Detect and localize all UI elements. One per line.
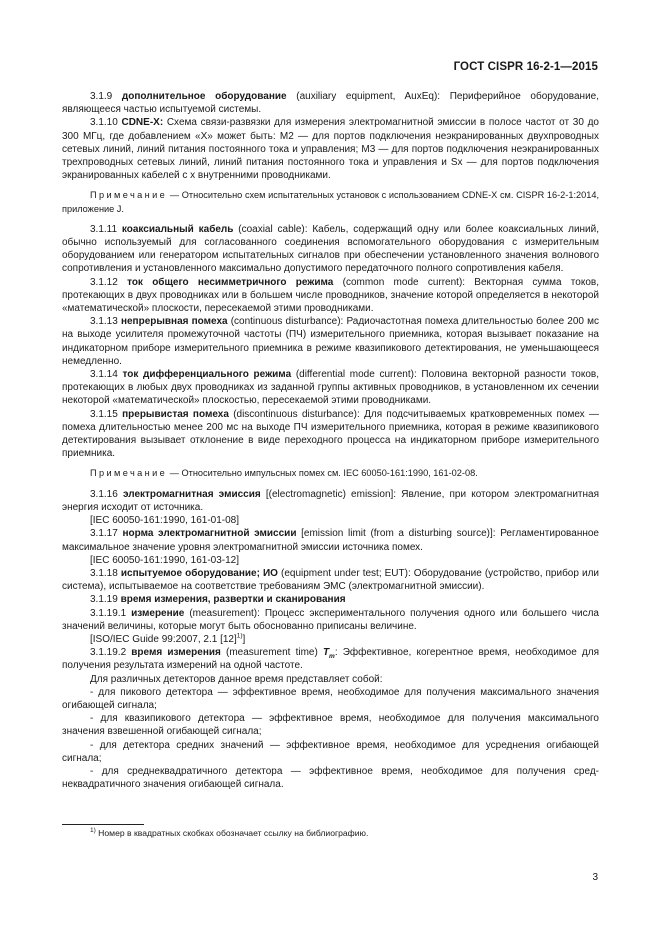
definition-text: (equipment under test; EUT): Оборудование (устройство, прибор или система), испытываемое на соответствие требованиям ЭМС (электромагнитной эмиссии).	[62, 567, 599, 593]
clause-number: 3.1.12	[90, 276, 128, 288]
definition-text: (coaxial cable): Кабель, содержащий одну или более коаксиальных линий, обычно используемый для согласованного соединения вспомогательного оборудования с измерительным оборудованием или генератором испытательных сигналов при обеспечении установленного значения волнового сопротивления и установленного максимально допустимого передаточного полного сопротивления кабеля.	[62, 223, 600, 275]
definition-3-1-15	[62, 408, 599, 461]
list-item: - для детектора средних значений — эффективное время, необходимое для усреднения огибающей сигнала;	[62, 739, 599, 764]
footnote	[90, 828, 368, 838]
definition-text: (continuous disturbance): Радиочастотная помеха длительностью более 200 мс на выходе усилителя промежуточной частоты (ПЧ) измерительного приемника, которая вызывает показание на индикаторном приборе измерительного приемника в режиме квазипикового детектирования, не уменьшающееся немедленно.	[62, 316, 599, 367]
clause-number: 3.1.19.2	[90, 647, 132, 659]
reference-iec-161-01-08: [IEC 60050-161:1990, 161-01-08]	[90, 515, 239, 527]
document-header: ГОСТ CISPR 16-2-1—2015	[453, 61, 598, 73]
definition-3-1-11	[62, 223, 599, 276]
list-item: - для среднеквадратичного детектора — эффективное время, необходимое для получения среднеквадратичного значения огибающей сигнала.	[62, 765, 599, 791]
definition-3-1-19-1	[62, 607, 599, 633]
footnote-text: Номер в квадратных скобках обозначает ссылку на библиографию.	[95, 828, 369, 838]
definition-3-1-19-2	[62, 646, 599, 672]
term: ток дифференциального режима	[122, 369, 292, 381]
clause-number: 3.1.15	[90, 408, 123, 420]
term: ток общего несимметричного режима	[127, 276, 334, 288]
term: испытуемое оборудование; ИО	[120, 567, 278, 579]
page-number: 3	[592, 872, 598, 883]
list-item: - для квазипикового детектора — эффективное время, необходимое для получения максимального значения взвешенной огибающей сигнала;	[62, 713, 599, 738]
note-cdne	[62, 189, 599, 215]
clause-number: 3.1.16	[90, 488, 123, 500]
reference-iec-161-03-12: [IEC 60050-161:1990, 161-03-12]	[90, 554, 239, 566]
definition-3-1-18	[62, 567, 599, 593]
definition-3-1-12	[62, 276, 599, 316]
detectors-intro: Для различных детекторов данное время представляет собой:	[90, 673, 383, 685]
clause-number: 3.1.18	[90, 567, 121, 579]
term: время измерения, развертки и сканирования	[120, 594, 346, 606]
term: электромагнитная эмиссия	[122, 488, 261, 500]
clause-number: 3.1.14	[90, 369, 123, 381]
document-body	[62, 90, 599, 791]
definition-3-1-19	[62, 593, 599, 606]
term: коаксиальный кабель	[121, 223, 234, 235]
definition-text: [(electromagnetic) emission]: Явление, при котором электромагнитная энергия исходит от источника.	[62, 488, 599, 513]
definition-3-1-9	[62, 90, 599, 116]
note-text: — Относительно схем испытательных установок с использованием CDNE-X см. CISPR 16-2-1:2014, приложение J.	[62, 190, 599, 214]
definition-text: (common mode current): Векторная сумма токов, протекающих в двух проводниках или в большем числе проводников, значение которой определяется в некоторой «математической» плоскости, пересекаемой этими проводниками.	[62, 276, 599, 315]
footnote-marker: 1)	[236, 632, 243, 640]
reference-iso-guide-99	[62, 633, 599, 646]
definition-text: Схема связи-развязки для измерения электромагнитной эмиссии в полосе частот от 30 до 300 МГц, где добавлением «X» может быть: M2 — для портов подключения неэкранированных двухпроводных сетевых линий, линий питания постоянного тока и управления; M3 — для портов подключения неэкранированных трехпроводных сетевых линий, линий питания постоянного тока и управления и Sx — для портов подключения экранированных кабелей с x внутренними проводниками.	[62, 117, 599, 182]
definition-text: [emission limit (from a disturbing source)]: Регламентированное максимальное значение уровня электромагнитной эмиссии источника помех.	[62, 528, 599, 553]
clause-number: 3.1.17	[90, 528, 123, 540]
note-text: — Относительно импульсных помех см. IEC 60050-161:1990, 161-02-08.	[167, 468, 478, 479]
term: время измерения	[131, 647, 221, 659]
footnote-divider	[62, 824, 144, 825]
list-item: - для пикового детектора — эффективное время, необходимое для получения максимального значения огибающей сигнала;	[62, 686, 599, 711]
clause-number: 3.1.10	[90, 117, 122, 129]
definition-text: (differential mode current): Половина векторной разности токов, протекающих в любых двух проводниках из заданной группы активных проводников, в установленном их сечении некоторой «математической» плоскостью, пересекаемой этими проводниками.	[62, 369, 599, 407]
term: норма электромагнитной эмиссии	[122, 528, 297, 540]
definition-text: (measurement): Процесс экспериментального получения одного или большего числа значений величины, которые могут быть обоснованно приписаны величине.	[62, 607, 599, 632]
clause-number: 3.1.9	[90, 91, 122, 102]
definition-3-1-14	[62, 368, 599, 408]
symbol-t: T	[322, 647, 330, 659]
definition-text: (measurement time)	[220, 647, 323, 659]
note-label: Примечание	[90, 190, 168, 201]
clause-number: 3.1.19.1	[90, 607, 132, 619]
clause-number: 3.1.11	[90, 223, 122, 235]
note-impulse	[62, 467, 599, 480]
reference-text: [ISO/IEC Guide 99:2007, 2.1 [12]	[90, 633, 237, 645]
definition-text: (discontinuous disturbance): Для подсчитываемых кратковременных помех — помеха длительностью менее 200 мс на выходе ПЧ измерительного приемника, которая в режиме квазипикового детектирования вызывает отклонение в виде переходного процесса на индикаторном приборе измерительного приемника.	[62, 408, 599, 460]
footnote-marker: 1)	[90, 827, 96, 835]
note-label: Примечание	[90, 468, 168, 479]
definition-text: (auxiliary equipment, AuxEq): Периферийное оборудование, являющееся частью испытуемой системы.	[62, 91, 599, 116]
term: измерение	[131, 607, 185, 619]
term: CDNE-X:	[121, 117, 164, 129]
term: непрерывная помеха	[120, 316, 228, 328]
definition-3-1-16	[62, 488, 599, 514]
clause-number: 3.1.13	[90, 316, 121, 328]
term: дополнительное оборудование	[121, 91, 287, 102]
definition-3-1-13	[62, 315, 599, 368]
term: прерывистая помеха	[122, 408, 229, 420]
clause-number: 3.1.19	[90, 594, 121, 606]
definition-text-cont: : Эффективное, когерентное время, необходимое для получения результата измерений на одной частоте.	[62, 647, 600, 672]
definition-3-1-10	[62, 116, 599, 182]
reference-close: ]	[242, 633, 246, 645]
definition-3-1-17	[62, 527, 599, 553]
symbol-subscript: m	[329, 653, 335, 661]
